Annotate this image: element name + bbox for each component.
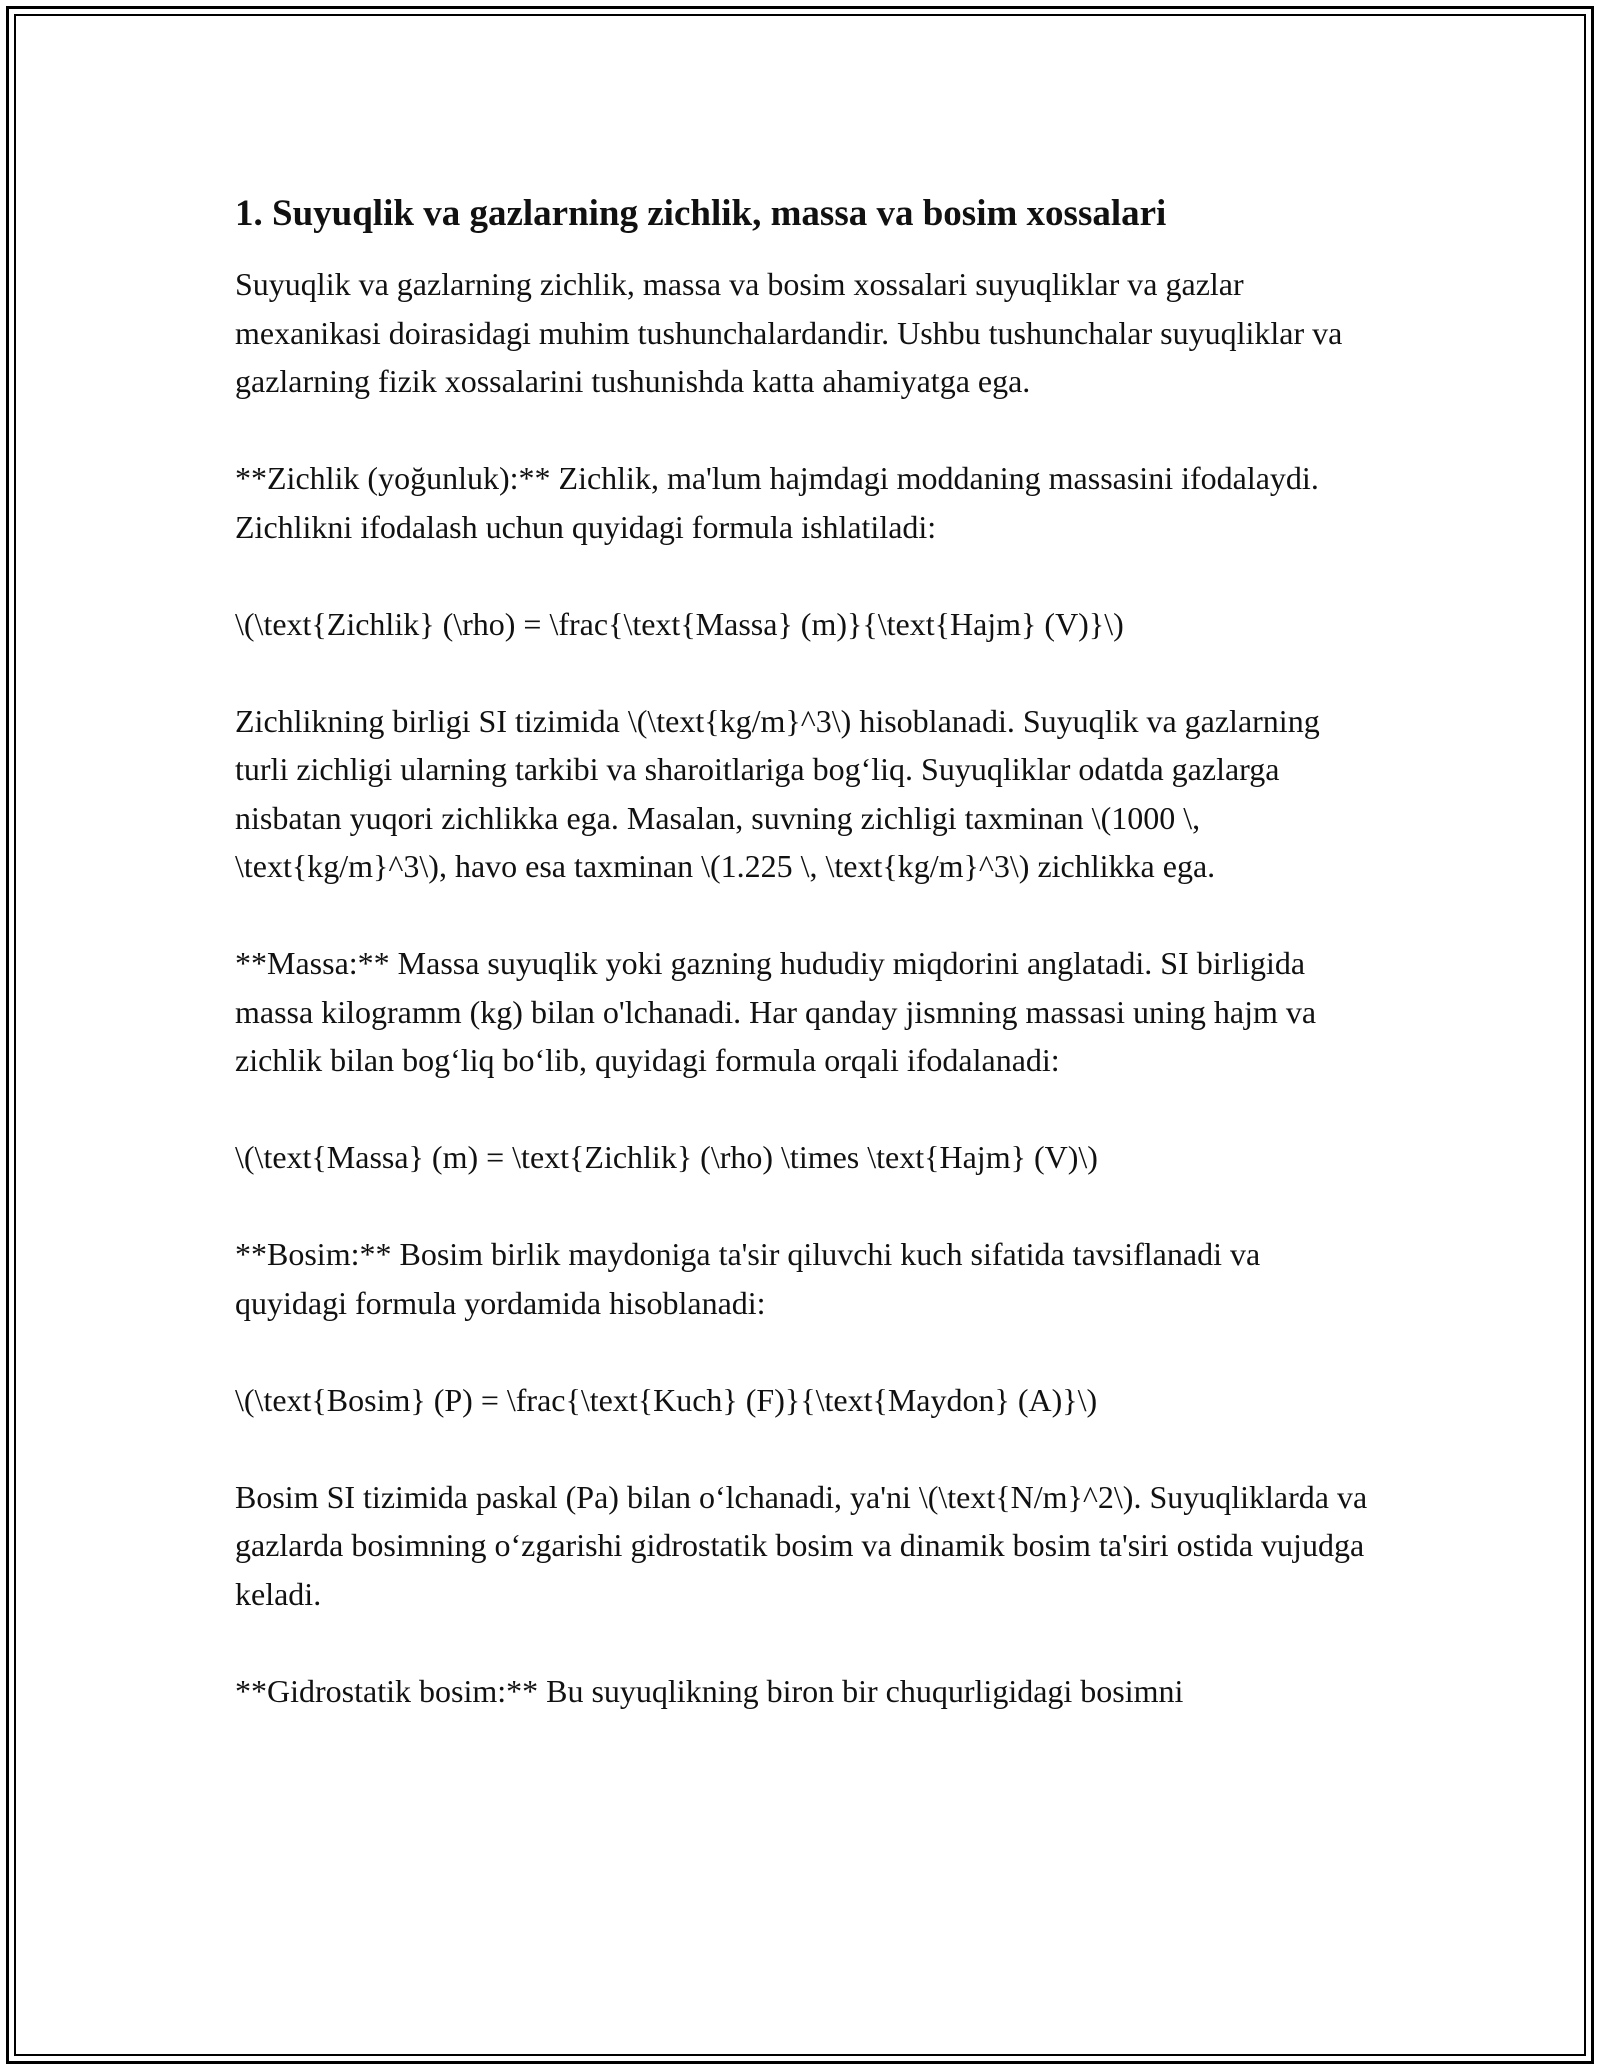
mass-paragraph: **Massa:** Massa suyuqlik yoki gazning hududiy miqdorini anglatadi. SI birligida massa kilogramm (kg) bilan o'lchanadi. Har qanday jismning massasi uning hajm va zichlik bilan bog‘liq bo‘lib, quyidagi formula orqali ifodalanadi: — [235, 945, 1317, 1078]
document-body — [235, 190, 1375, 1764]
density-paragraph: **Zichlik (yoğunluk):** Zichlik, ma'lum hajmdagi moddaning massasini ifodalaydi. Zichlikni ifodalash uchun quyidagi formula ishlatiladi: — [235, 460, 1319, 545]
pressure-units-paragraph: Bosim SI tizimida paskal (Pa) bilan o‘lchanadi, ya'ni \(\text{N/m}^2\). Suyuqliklarda va gazlarda bosimning o‘zgarishi gidrostatik bosim va dinamik bosim ta'siri ostida vujudga keladi. — [235, 1478, 1368, 1612]
intro-paragraph: Suyuqlik va gazlarning zichlik, massa va bosim xossalari suyuqliklar va gazlar mexanikasi doirasidagi muhim tushunchalardandir. Ushbu tushunchalar suyuqliklar va gazlarning fizik xossalarini tushunishda katta ahamiyatga ega. — [235, 266, 1343, 399]
density-units-paragraph: Zichlikning birligi SI tizimida \(\text{kg/m}^3\) hisoblanadi. Suyuqlik va gazlarning turli zichligi ularning tarkibi va sharoitlariga bog‘liq. Suyuqliklar odatda gazlarga nisbatan yuqori zichlikka ega. Masalan, suvning zichligi taxminan \(1000 \, \text{kg/m}^3\), havo esa taxminan \(1.225 \, \text{kg/m}^3\) zichlikka ega. — [235, 702, 1320, 884]
mass-formula: \(\text{Massa} (m) = \text{Zichlik} (\rho) \times \text{Hajm} (V)\) — [235, 1139, 1098, 1175]
pressure-paragraph: **Bosim:** Bosim birlik maydoniga ta'sir qiluvchi kuch sifatida tavsiflanadi va quyidagi formula yordamida hisoblanadi: — [235, 1236, 1261, 1321]
pressure-formula: \(\text{Bosim} (P) = \frac{\text{Kuch} (F)}{\text{Maydon} (A)}\) — [235, 1381, 1098, 1418]
hydrostatic-paragraph: **Gidrostatik bosim:** Bu suyuqlikning biron bir chuqurligidagi bosimni — [235, 1672, 1184, 1709]
density-formula: \(\text{Zichlik} (\rho) = \frac{\text{Massa} (m)}{\text{Hajm} (V)}\) — [235, 605, 1124, 642]
section-heading: 1. Suyuqlik va gazlarning zichlik, massa va bosim xossalari — [235, 193, 1167, 234]
